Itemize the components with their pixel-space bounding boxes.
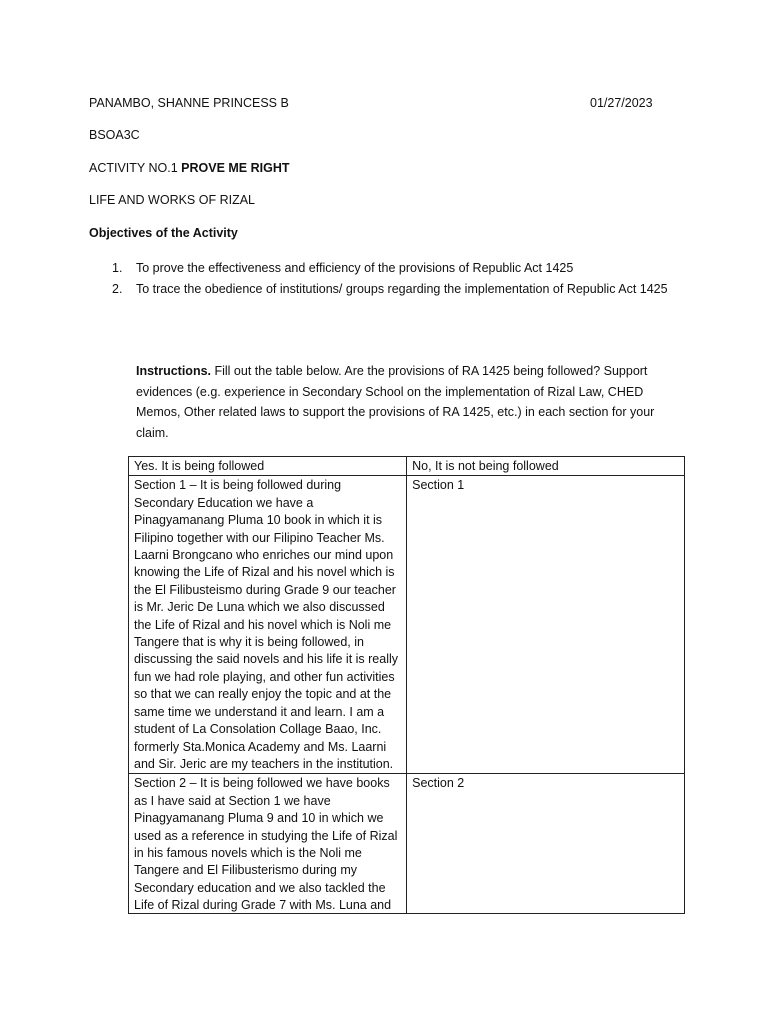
document-date: 01/27/2023	[590, 96, 653, 110]
header-yes: Yes. It is being followed	[129, 457, 407, 476]
objective-number: 1.	[112, 261, 123, 275]
instructions-text: Fill out the table below. Are the provisions of RA 1425 being followed? Support evidences (e.g. experience in Secondary School on the implementation of Rizal Law, CHED Memos, Other related laws to support the provisions of RA 1425, etc.) in each section for your claim.	[136, 364, 655, 440]
objective-text: To prove the effectiveness and efficiency of the provisions of Republic Act 1425	[136, 261, 574, 275]
activity-prefix: ACTIVITY NO.1	[89, 161, 182, 175]
cell-yes-section-2: Section 2 – It is being followed we have books as I have said at Section 1 we have Pinagyamanang Pluma 9 and 10 in which we used as a reference in studying the Life of Rizal in his famous novels which is the Noli me Tangere and El Filibusterismo during my Secondary education and we also tackled the Life of Rizal during Grade 7 with Ms. Luna and	[134, 776, 398, 913]
objectives-list	[112, 258, 672, 300]
activity-line	[89, 160, 290, 176]
objective-item	[112, 279, 672, 300]
objectives-heading: Objectives of the Activity	[89, 226, 238, 240]
instructions-label: Instructions.	[136, 364, 212, 378]
objective-number: 2.	[112, 282, 123, 296]
objective-text: To trace the obedience of institutions/ groups regarding the implementation of Republic Act 1425	[136, 282, 668, 296]
cell-yes-section-2-wrapper	[129, 774, 407, 914]
student-name: PANAMBO, SHANNE PRINCESS B	[89, 96, 289, 110]
table-header-row	[129, 457, 685, 476]
table-row	[129, 476, 685, 774]
class-section: BSOA3C	[89, 128, 140, 142]
cell-no-section-2: Section 2	[407, 774, 685, 914]
table-row	[129, 774, 685, 914]
cell-no-section-1: Section 1	[407, 476, 685, 774]
activity-title: PROVE ME RIGHT	[181, 161, 290, 175]
evidence-table	[128, 456, 685, 914]
instructions-paragraph	[136, 361, 672, 443]
header-no: No, It is not being followed	[407, 457, 685, 476]
cell-yes-section-1: Section 1 – It is being followed during Secondary Education we have a Pinagyamanang Pluma 10 book in which it is Filipino together with our Filipino Teacher Ms. Laarni Brongcano who enriches our mind upon knowing the Life of Rizal and his novel which is the El Filibusteismo during Grade 9 our teacher is Mr. Jeric De Luna which we also discussed the Life of Rizal and his novel which is Noli me Tangere that is why it is being followed, in discussing the said novels and his life it is really fun we had role playing, and other fun activities so that we can really enjoy the topic and at the same time we understand it and learn. I am a student of La Consolation Collage Baao, Inc. formerly Sta.Monica Academy and Ms. Laarni and Sir. Jeric are my teachers in the institution.	[129, 476, 407, 774]
objective-item	[112, 258, 672, 279]
course-title: LIFE AND WORKS OF RIZAL	[89, 193, 255, 207]
